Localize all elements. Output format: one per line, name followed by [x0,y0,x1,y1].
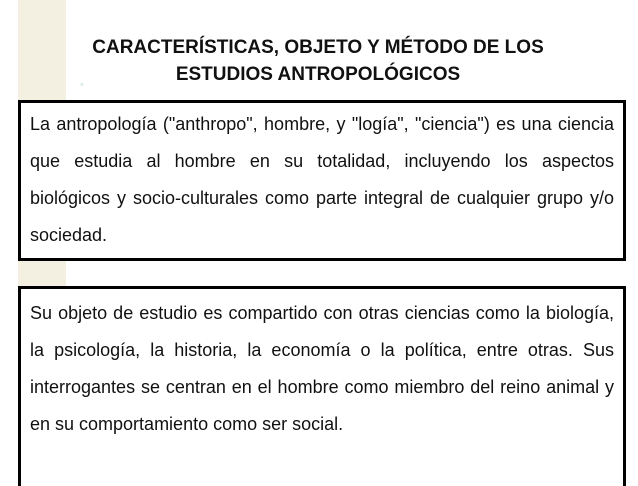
object-of-study-box [18,286,626,486]
slide-title-line-1: CARACTERÍSTICAS, OBJETO Y MÉTODO DE LOS [92,37,544,58]
definition-box [18,100,626,261]
object-of-study-paragraph: Su objeto de estudio es compartido con otras ciencias como la biología, la psicología, la historia, la economía o la política, entre otras. Sus interrogantes se centran en el hombre como miembro del reino animal y en su comportamiento como ser social. [30,303,614,434]
definition-paragraph: La antropología ("anthropo", hombre, y "logía", "ciencia") es una ciencia que estudia al hombre en su totalidad, incluyendo los aspectos biológicos y socio-culturales como parte integral de cualquier grupo y/o sociedad. [30,114,614,245]
bullet-marker-icon: ◦ [80,79,84,91]
slide-title-line-2: ESTUDIOS ANTROPOLÓGICOS [175,64,461,85]
slide-title [58,34,578,88]
